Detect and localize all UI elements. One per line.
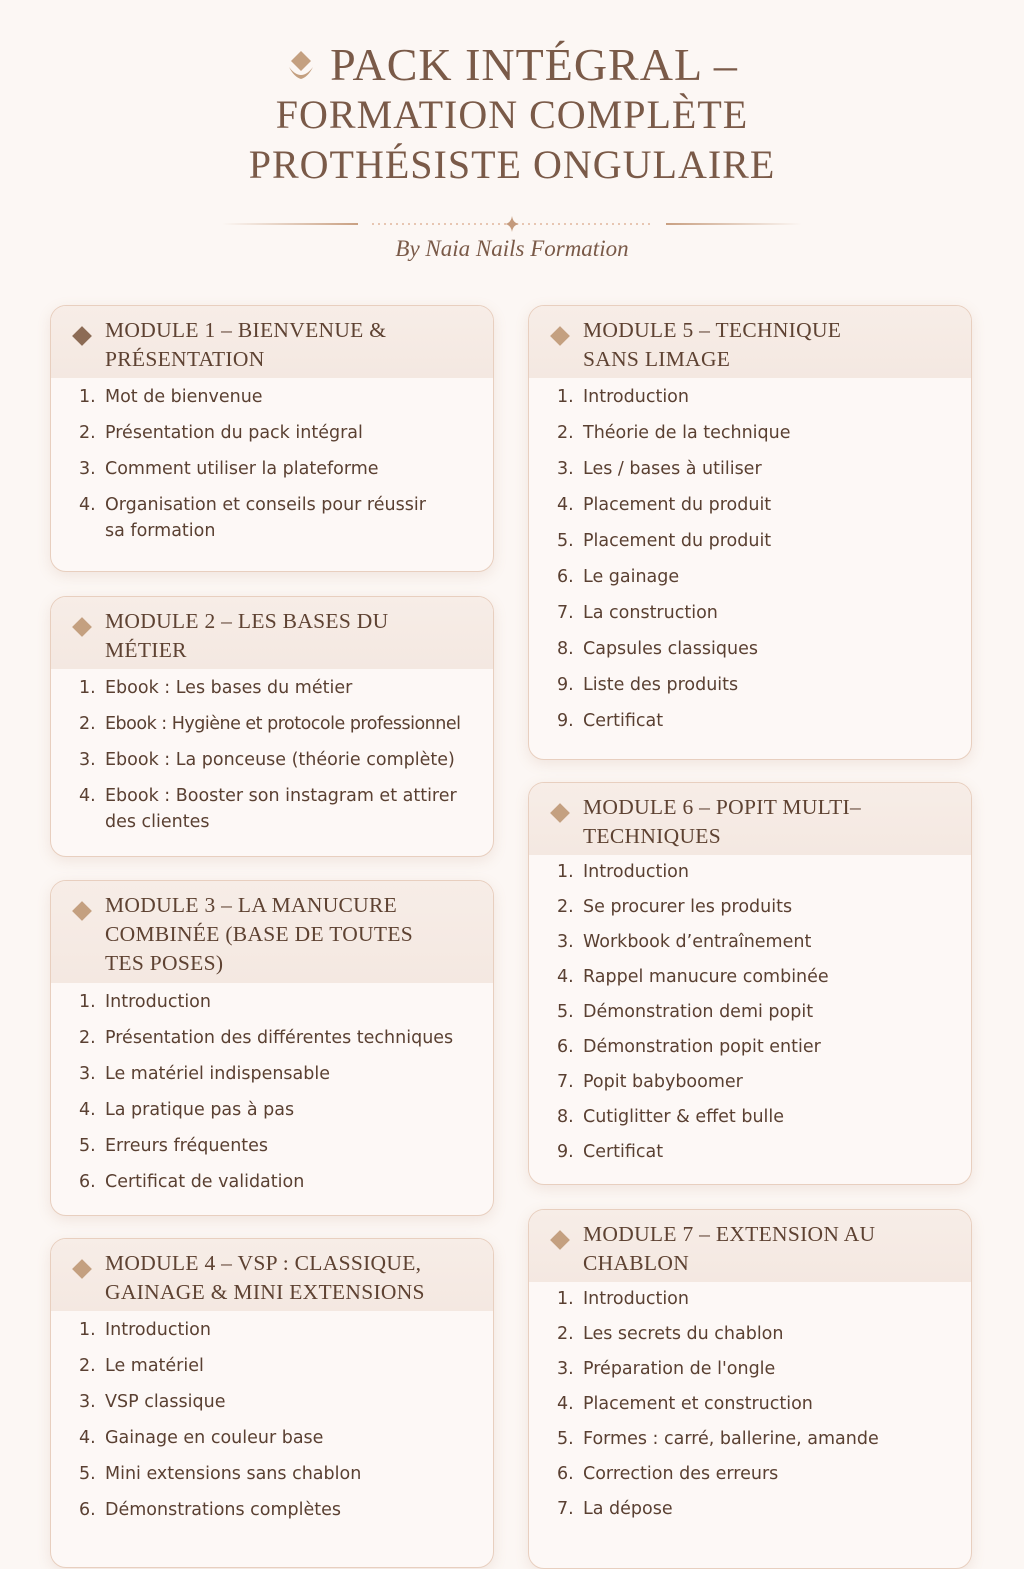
lesson-item[interactable]: 2. Les secrets du chablon [557,1324,784,1344]
diamond-icon [72,1259,92,1279]
module-header [51,881,493,983]
lesson-item[interactable]: 4. Gainage en couleur base [79,1428,324,1448]
sparkle-icon [505,216,519,232]
lesson-item[interactable]: 4. Ebook : Booster son instagram et attirer des clientes [79,786,457,832]
lesson-item[interactable]: 4. Organisation et conseils pour réussir sa formation [79,495,426,541]
module-header [529,1210,971,1282]
lesson-item[interactable]: 6. Démonstration popit entier [557,1037,821,1057]
lesson-item[interactable]: 1. Introduction [557,862,689,882]
lesson-item[interactable]: 2. Le matériel [79,1356,204,1376]
lesson-item[interactable]: 9. Certificat [557,1142,664,1162]
lesson-item[interactable]: 9. Liste des produits [557,675,739,695]
lesson-item[interactable]: 2. Théorie de la technique [557,423,791,443]
module-title: MODULE 7 – EXTENSION AU CHABLON [583,1222,876,1275]
page-title-line-1 [0,40,1024,90]
lesson-item[interactable]: 5. Placement du produit [557,531,772,551]
module-lesson-list [529,855,971,1184]
lesson-item[interactable]: 3. Préparation de l'ongle [557,1359,776,1379]
lesson-item[interactable]: 1. Introduction [79,1320,211,1340]
page-title-line-2: FORMATION COMPLÈTE [275,92,749,137]
lesson-item[interactable]: 2. Présentation du pack intégral [79,423,363,443]
lesson-item[interactable]: 3. Les / bases à utiliser [557,459,762,479]
module-header [51,597,493,669]
diamond-icon [550,803,570,823]
module-title: MODULE 2 – LES BASES DU MÉTIER [105,609,389,662]
module-card-1 [50,305,494,572]
lesson-item[interactable]: 6. Certificat de validation [79,1172,305,1192]
lesson-item[interactable]: 1. Introduction [79,992,211,1012]
diamond-icon [72,901,92,921]
divider-line-left [222,223,358,225]
diamond-icon [550,326,570,346]
module-card-7 [528,1209,972,1569]
lesson-item[interactable]: 8. Capsules classiques [557,639,758,659]
lesson-item[interactable]: 6. Correction des erreurs [557,1464,779,1484]
page-header [0,40,1024,190]
lesson-item[interactable]: 6. Le gainage [557,567,680,587]
lesson-item[interactable]: 8. Cutiglitter & effet bulle [557,1107,785,1127]
divider-line-right [666,223,802,225]
lesson-item[interactable]: 6. Démonstrations complètes [79,1500,342,1520]
module-lesson-list [529,378,971,754]
module-card-5 [528,305,972,760]
lesson-item[interactable]: 4. La pratique pas à pas [79,1100,295,1120]
module-title: MODULE 4 – VSP : CLASSIQUE, GAINAGE & MINI EXTENSIONS [105,1251,425,1304]
module-card-2 [50,596,494,857]
diamond-icon [550,1230,570,1250]
lesson-item[interactable]: 3. Comment utiliser la plateforme [79,459,379,479]
module-title: MODULE 5 – TECHNIQUE SANS LIMAGE [583,318,842,371]
lesson-item[interactable]: 5. Erreurs fréquentes [79,1136,269,1156]
module-lesson-list [51,669,493,855]
lesson-item[interactable]: 1. Ebook : Les bases du métier [79,678,353,698]
module-lesson-list [51,1311,493,1543]
lesson-item[interactable]: 2. Présentation des différentes techniques [79,1028,454,1048]
lesson-item[interactable]: 7. La dépose [557,1499,673,1519]
lotus-diamond-icon [286,49,316,81]
module-title: MODULE 6 – POPIT MULTI–TECHNIQUES [583,795,862,848]
module-lesson-list [51,378,493,564]
module-lesson-list [529,1282,971,1541]
lesson-item[interactable]: 3. Le matériel indispensable [79,1064,331,1084]
module-title: MODULE 1 – BIENVENUE & PRÉSENTATION [105,318,387,371]
diamond-icon [72,617,92,637]
diamond-icon [72,326,92,346]
lesson-item[interactable]: 7. Popit babyboomer [557,1072,743,1092]
lesson-item[interactable]: 5. Formes : carré, ballerine, amande [557,1429,879,1449]
lesson-item[interactable]: 4. Rappel manucure combinée [557,967,829,987]
lesson-item[interactable]: 7. La construction [557,603,718,623]
lesson-item[interactable]: 1. Introduction [557,1289,689,1309]
lesson-item[interactable]: 3. VSP classique [79,1392,226,1412]
module-header [51,306,493,378]
lesson-item[interactable]: 2. Se procurer les produits [557,897,793,917]
lesson-item[interactable]: 9. Certificat [557,711,664,731]
lesson-item[interactable]: 4. Placement et construction [557,1394,813,1414]
lesson-item[interactable]: 5. Mini extensions sans chablon [79,1464,362,1484]
lesson-item[interactable]: 1. Introduction [557,387,689,407]
lesson-item[interactable]: 3. Workbook d’entraînement [557,932,812,952]
lesson-item[interactable]: 2. Ebook : Hygiène et protocole professionnel [79,714,461,734]
module-header [529,783,971,855]
module-header [529,306,971,378]
lesson-item[interactable]: 3. Ebook : La ponceuse (théorie complète) [79,750,455,770]
byline: By Naia Nails Formation [395,236,629,261]
page-title-line-3: PROTHÉSISTE ONGULAIRE [248,142,776,187]
module-header [51,1239,493,1311]
module-title: MODULE 3 – LA MANUCURE COMBINÉE (BASE DE TOUTES TES POSES) [105,893,414,975]
module-card-6 [528,782,972,1185]
ornamental-divider [222,216,802,232]
lesson-item[interactable]: 1. Mot de bienvenue [79,387,263,407]
lesson-item[interactable]: 5. Démonstration demi popit [557,1002,814,1022]
title-text-1: PACK INTÉGRAL – [330,39,738,90]
module-lesson-list [51,983,493,1215]
module-card-4 [50,1238,494,1568]
module-card-3 [50,880,494,1216]
lesson-item[interactable]: 4. Placement du produit [557,495,772,515]
